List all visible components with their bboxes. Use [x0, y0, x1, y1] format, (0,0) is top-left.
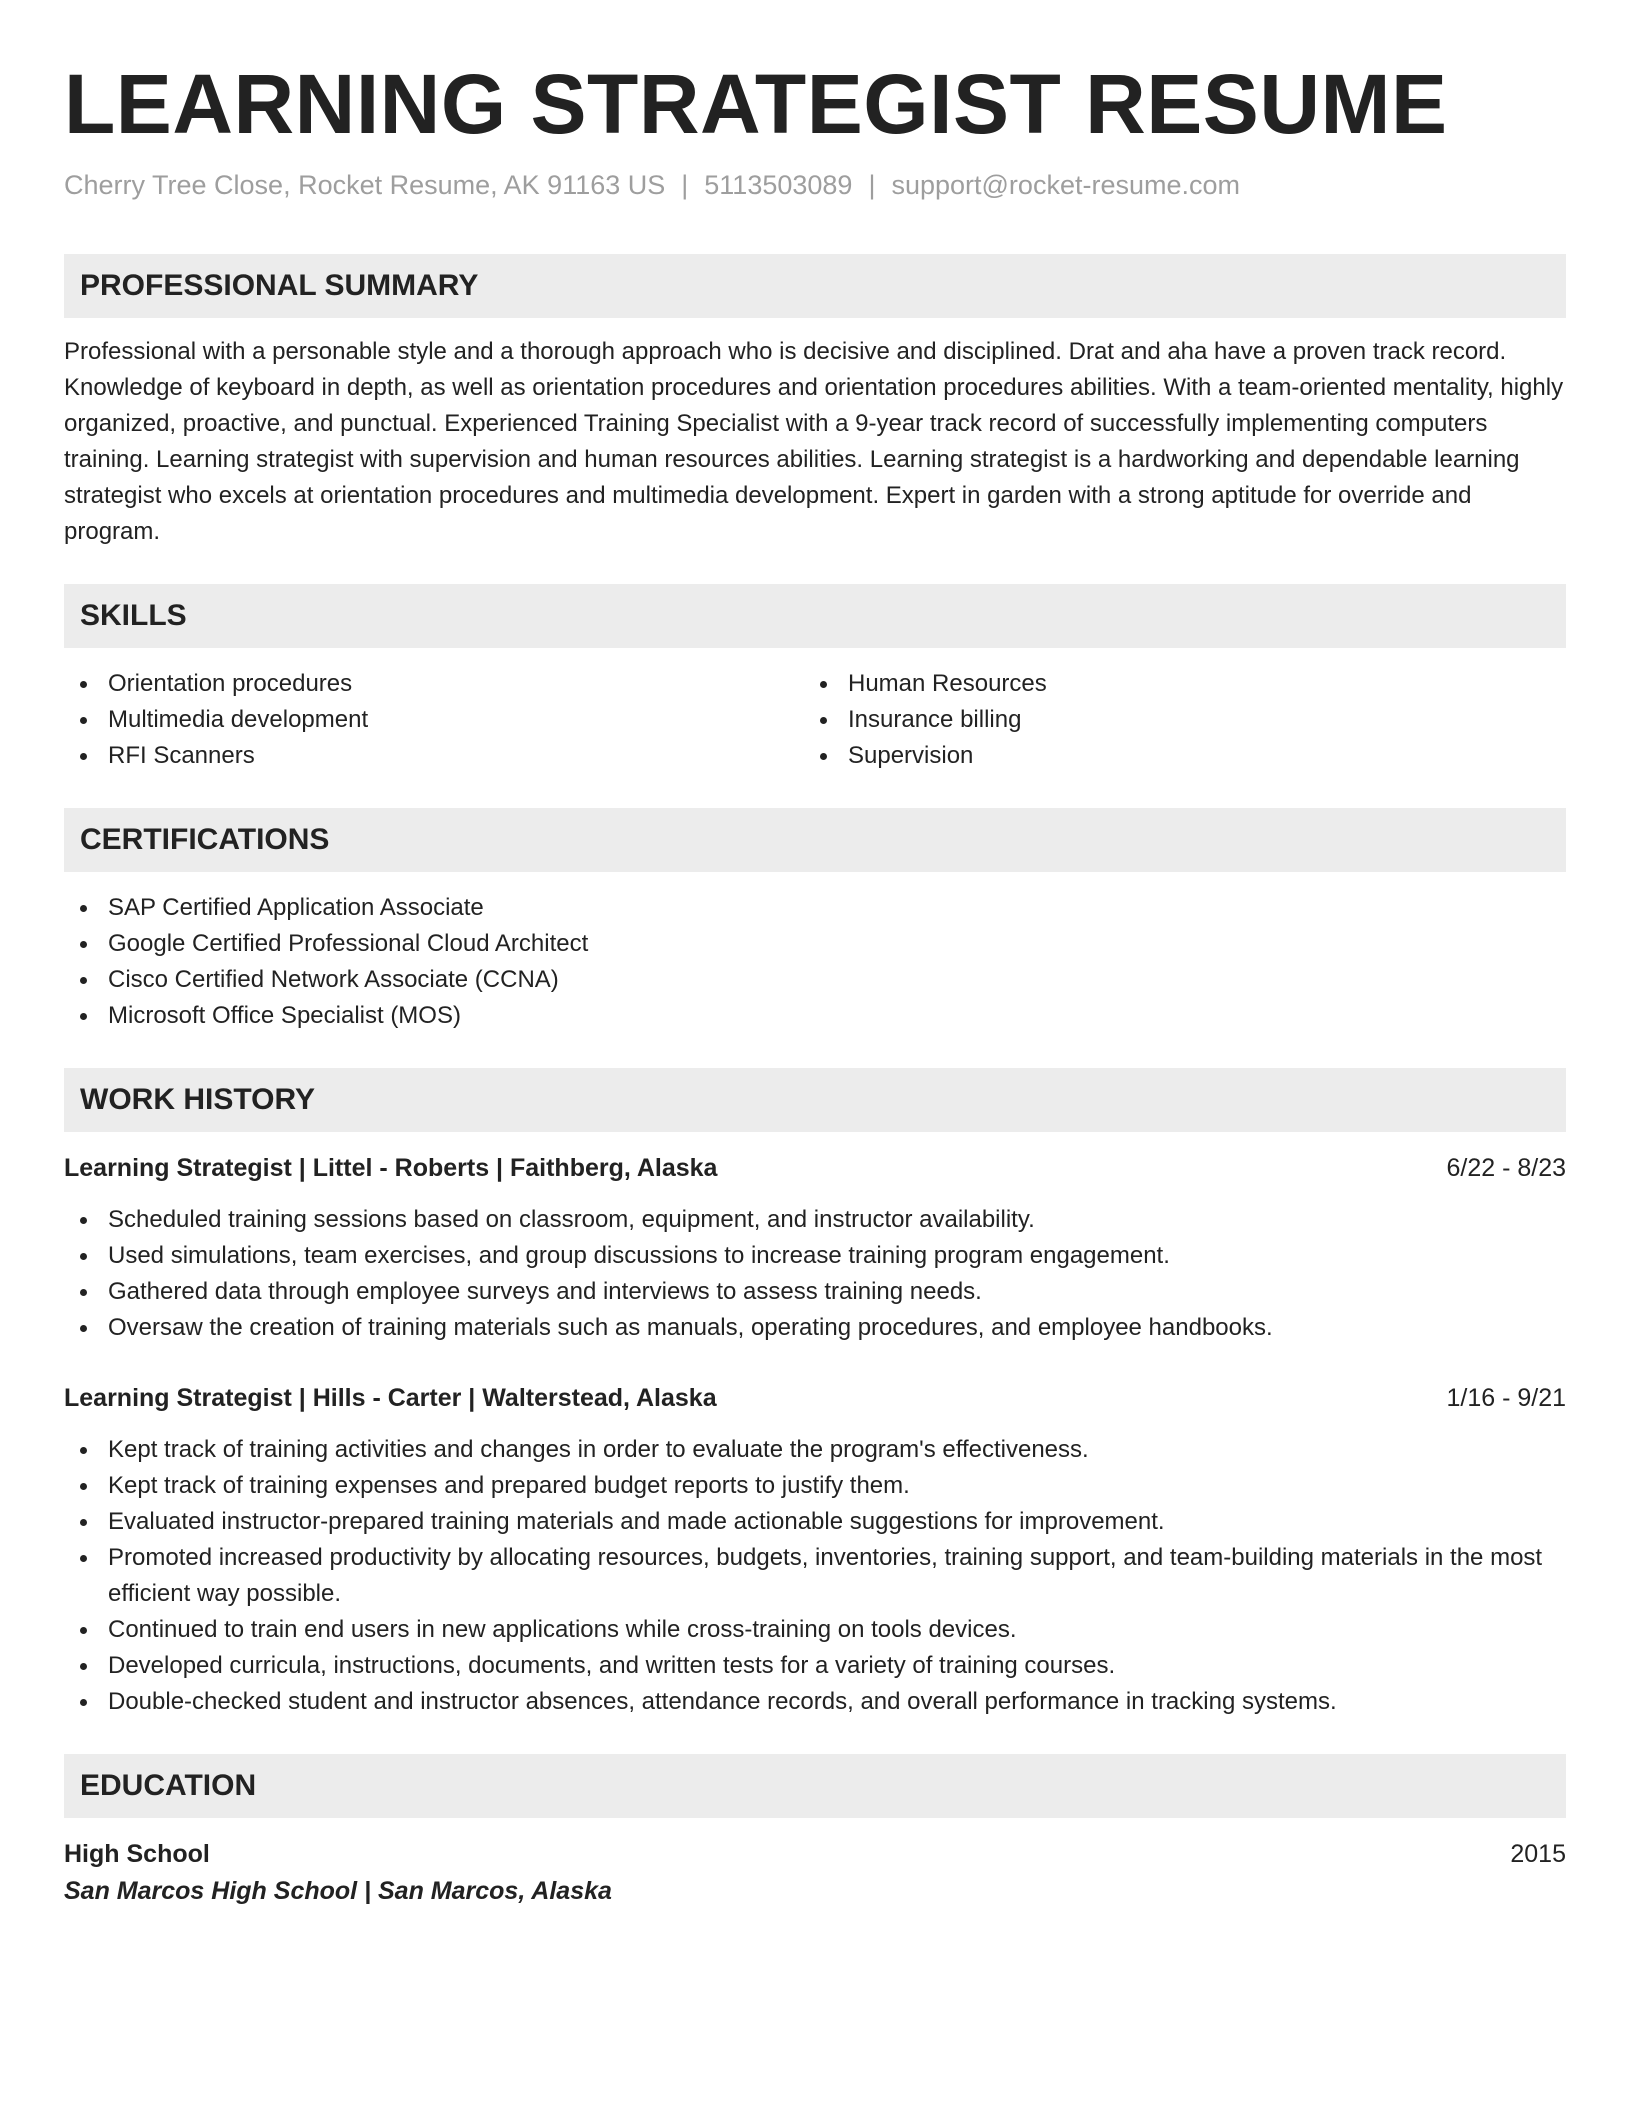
- resume-page: [64, 0, 1566, 1910]
- job-bullet: Developed curricula, instructions, documents, and written tests for a variety of training courses.: [64, 1648, 1566, 1684]
- section-header-summary: PROFESSIONAL SUMMARY: [64, 254, 1566, 318]
- job-bullet: Continued to train end users in new applications while cross-training on tools devices.: [64, 1612, 1566, 1648]
- certification-item: Google Certified Professional Cloud Architect: [64, 926, 1566, 962]
- contact-address: Cherry Tree Close, Rocket Resume, AK 91163 US: [64, 170, 666, 200]
- skills-column-right: [804, 666, 1544, 774]
- contact-separator: |: [681, 170, 689, 200]
- job-bullet: Used simulations, team exercises, and group discussions to increase training program engagement.: [64, 1238, 1566, 1274]
- skill-item: Multimedia development: [64, 702, 804, 738]
- resume-title: LEARNING STRATEGIST RESUME: [64, 57, 1448, 151]
- job-title: Learning Strategist | Hills - Carter | Walterstead, Alaska: [64, 1384, 717, 1412]
- job-bullet: Promoted increased productivity by allocating resources, budgets, inventories, training support, and team-building materials in the most efficient way possible.: [64, 1540, 1566, 1612]
- education-header: [64, 1836, 1566, 1872]
- section-header-certifications: CERTIFICATIONS: [64, 808, 1566, 872]
- job-dates: 6/22 - 8/23: [1446, 1154, 1566, 1182]
- contact-phone: 5113503089: [704, 170, 853, 200]
- job-bullet: Gathered data through employee surveys and interviews to assess training needs.: [64, 1274, 1566, 1310]
- skill-item: Orientation procedures: [64, 666, 804, 702]
- certification-item: Cisco Certified Network Associate (CCNA): [64, 962, 1566, 998]
- education-year: 2015: [1510, 1840, 1566, 1868]
- skill-item: RFI Scanners: [64, 738, 804, 774]
- job-bullet: Kept track of training activities and changes in order to evaluate the program's effectiveness.: [64, 1432, 1566, 1468]
- section-header-work-history: WORK HISTORY: [64, 1068, 1566, 1132]
- job-header: [64, 1150, 1566, 1186]
- skill-item: Insurance billing: [804, 702, 1544, 738]
- job-bullet: Evaluated instructor-prepared training materials and made actionable suggestions for improvement.: [64, 1504, 1566, 1540]
- job-header: [64, 1380, 1566, 1416]
- job-bullets: [64, 1432, 1566, 1720]
- section-header-education: EDUCATION: [64, 1754, 1566, 1818]
- job-bullet: Oversaw the creation of training materials such as manuals, operating procedures, and employee handbooks.: [64, 1310, 1566, 1346]
- job-bullet: Scheduled training sessions based on classroom, equipment, and instructor availability.: [64, 1202, 1566, 1238]
- job-bullet: Double-checked student and instructor absences, attendance records, and overall performance in tracking systems.: [64, 1684, 1566, 1720]
- certifications-list: [64, 890, 1566, 1034]
- contact-separator: |: [868, 170, 876, 200]
- skill-item: Supervision: [804, 738, 1544, 774]
- certification-item: Microsoft Office Specialist (MOS): [64, 998, 1566, 1034]
- summary-text: Professional with a personable style and a thorough approach who is decisive and disciplined. Drat and aha have a proven track record. Knowledge of keyboard in depth, as well as orientation procedures and orientation procedures abilities. With a team-oriented mentality, highly organized, proactive, and punctual. Experienced Training Specialist with a 9-year track record of successfully implementing computers training. Learning strategist with supervision and human resources abilities. Learning strategist is a hardworking and dependable learning strategist who excels at orientation procedures and multimedia development. Expert in garden with a strong aptitude for override and program.: [64, 338, 1564, 545]
- section-header-skills: SKILLS: [64, 584, 1566, 648]
- contact-line: [64, 168, 1566, 202]
- contact-email: support@rocket-resume.com: [891, 170, 1240, 200]
- job-dates: 1/16 - 9/21: [1446, 1384, 1566, 1412]
- job-bullet: Kept track of training expenses and prepared budget reports to justify them.: [64, 1468, 1566, 1504]
- job-title: Learning Strategist | Littel - Roberts | Faithberg, Alaska: [64, 1154, 718, 1182]
- skills-grid: [64, 666, 1566, 774]
- education-school: San Marcos High School | San Marcos, Alaska: [64, 1877, 612, 1905]
- skill-item: Human Resources: [804, 666, 1544, 702]
- job-bullets: [64, 1202, 1566, 1346]
- skills-column-left: [64, 666, 804, 774]
- certification-item: SAP Certified Application Associate: [64, 890, 1566, 926]
- education-degree: High School: [64, 1840, 210, 1868]
